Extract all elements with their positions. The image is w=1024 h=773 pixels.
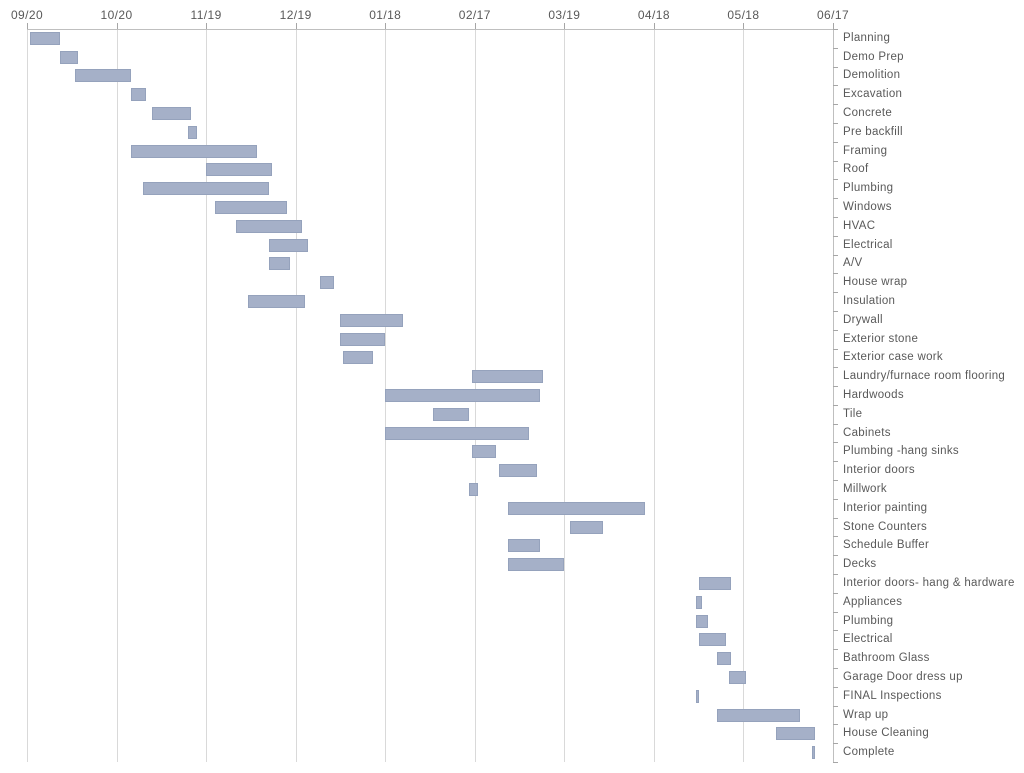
category-axis-tick — [833, 255, 838, 256]
gantt-bar — [248, 295, 305, 308]
gantt-bar — [469, 483, 478, 496]
category-axis-tick — [833, 330, 838, 331]
category-axis-tick — [833, 123, 838, 124]
task-label: Exterior stone — [843, 332, 919, 345]
category-axis-tick — [833, 536, 838, 537]
gantt-bar — [269, 257, 290, 270]
category-axis-tick — [833, 142, 838, 143]
category-axis-tick — [833, 67, 838, 68]
category-axis-tick — [833, 630, 838, 631]
gantt-bar — [570, 521, 603, 534]
task-label: Demolition — [843, 69, 901, 82]
task-label: Cabinets — [843, 426, 891, 439]
gantt-bar — [385, 427, 528, 440]
category-axis-tick — [833, 104, 838, 105]
task-label: Wrap up — [843, 708, 889, 721]
category-axis-tick — [833, 85, 838, 86]
task-label: Interior painting — [843, 501, 928, 514]
task-label: A/V — [843, 257, 863, 270]
task-label: Demo Prep — [843, 50, 904, 63]
gridline — [654, 29, 655, 762]
category-axis-tick — [833, 217, 838, 218]
gantt-bar — [717, 709, 801, 722]
category-axis-tick — [833, 499, 838, 500]
task-label: Planning — [843, 31, 891, 44]
category-axis-tick — [833, 273, 838, 274]
category-axis-tick — [833, 161, 838, 162]
category-axis-tick — [833, 743, 838, 744]
category-axis-tick — [833, 179, 838, 180]
category-axis-tick — [833, 424, 838, 425]
task-label: Plumbing -hang sinks — [843, 445, 959, 458]
category-axis-tick — [833, 555, 838, 556]
gantt-bar — [729, 671, 747, 684]
category-axis-tick — [833, 29, 838, 30]
category-axis-tick — [833, 593, 838, 594]
category-axis-tick — [833, 687, 838, 688]
x-axis-tick-label: 01/18 — [369, 8, 402, 22]
task-label: Framing — [843, 144, 888, 157]
gridline — [206, 29, 207, 762]
gantt-bar — [472, 370, 544, 383]
task-label: Bathroom Glass — [843, 652, 930, 665]
x-axis-tick-label: 02/17 — [458, 8, 491, 22]
gantt-bar — [508, 502, 645, 515]
task-label: Excavation — [843, 88, 903, 101]
task-label: Pre backfill — [843, 125, 903, 138]
x-axis-tick-label: 03/19 — [548, 8, 581, 22]
gantt-bar — [320, 276, 335, 289]
gantt-bar — [812, 746, 815, 759]
task-label: Drywall — [843, 313, 883, 326]
task-label: Complete — [843, 746, 895, 759]
task-label: Electrical — [843, 238, 893, 251]
category-axis-tick — [833, 518, 838, 519]
gantt-bar — [131, 145, 256, 158]
x-axis-line — [27, 29, 834, 30]
gantt-bar — [75, 69, 132, 82]
gantt-bar — [343, 351, 373, 364]
task-label: FINAL Inspections — [843, 689, 942, 702]
task-label: Plumbing — [843, 182, 894, 195]
gantt-bar — [215, 201, 287, 214]
category-axis-tick — [833, 349, 838, 350]
task-label: Stone Counters — [843, 520, 928, 533]
x-axis-tick-label: 06/17 — [816, 8, 850, 22]
category-axis-tick — [833, 442, 838, 443]
category-axis-tick — [833, 367, 838, 368]
category-axis-tick — [833, 48, 838, 49]
category-axis-tick — [833, 762, 838, 763]
category-axis-tick — [833, 311, 838, 312]
category-axis-line — [833, 29, 834, 762]
task-label: Garage Door dress up — [843, 670, 963, 683]
gantt-bar — [340, 314, 403, 327]
task-label: HVAC — [843, 219, 876, 232]
task-label: Insulation — [843, 295, 896, 308]
category-axis-tick — [833, 386, 838, 387]
gantt-bar — [60, 51, 78, 64]
gantt-bar — [236, 220, 302, 233]
gridline — [27, 29, 28, 762]
task-label: House Cleaning — [843, 727, 930, 740]
gantt-bar — [699, 633, 726, 646]
category-axis-tick — [833, 292, 838, 293]
task-label: House wrap — [843, 276, 908, 289]
task-label: Laundry/furnace room flooring — [843, 370, 1006, 383]
task-label: Tile — [843, 407, 863, 420]
gantt-bar — [696, 690, 699, 703]
x-axis-tick-label: 09/20 — [10, 8, 44, 22]
gantt-bar — [433, 408, 469, 421]
task-label: Roof — [843, 163, 869, 176]
gantt-bar — [508, 539, 541, 552]
gridline — [743, 29, 744, 762]
category-axis-tick — [833, 480, 838, 481]
task-label: Interior doors- hang & hardware — [843, 576, 1015, 589]
gantt-bar — [696, 596, 702, 609]
gantt-bar — [499, 464, 538, 477]
task-label: Windows — [843, 201, 892, 214]
gantt-bar — [188, 126, 197, 139]
category-axis-tick — [833, 706, 838, 707]
gantt-bar — [385, 389, 540, 402]
x-axis-tick-label: 05/18 — [727, 8, 760, 22]
task-label: Schedule Buffer — [843, 539, 930, 552]
category-axis-tick — [833, 574, 838, 575]
category-axis-tick — [833, 198, 838, 199]
category-axis-tick — [833, 461, 838, 462]
gridline — [117, 29, 118, 762]
task-label: Electrical — [843, 633, 893, 646]
category-axis-tick — [833, 649, 838, 650]
gantt-bar — [131, 88, 146, 101]
x-axis-tick-label: 12/19 — [279, 8, 312, 22]
gantt-bar — [152, 107, 191, 120]
task-label: Appliances — [843, 595, 903, 608]
gantt-bar — [269, 239, 308, 252]
task-label: Concrete — [843, 107, 893, 120]
gantt-bar — [696, 615, 708, 628]
x-axis-tick-label: 11/19 — [190, 8, 222, 22]
gridline — [296, 29, 297, 762]
task-label: Decks — [843, 558, 877, 571]
task-label: Interior doors — [843, 464, 915, 477]
x-axis-tick-label: 04/18 — [637, 8, 670, 22]
gantt-bar — [776, 727, 815, 740]
category-axis-tick — [833, 724, 838, 725]
task-label: Plumbing — [843, 614, 894, 627]
category-axis-tick — [833, 668, 838, 669]
category-axis-tick — [833, 612, 838, 613]
gantt-bar — [143, 182, 268, 195]
gantt-bar — [206, 163, 272, 176]
x-axis-tick-label: 10/20 — [100, 8, 133, 22]
gantt-bar — [717, 652, 732, 665]
gantt-bar — [340, 333, 385, 346]
task-label: Hardwoods — [843, 389, 904, 401]
gridline — [564, 29, 565, 762]
task-label: Millwork — [843, 482, 887, 495]
gantt-bar — [472, 445, 496, 458]
category-axis-tick — [833, 236, 838, 237]
gantt-bar — [30, 32, 60, 45]
gantt-bar — [699, 577, 732, 590]
category-axis-tick — [833, 405, 838, 406]
gantt-bar — [508, 558, 565, 571]
task-label: Exterior case work — [843, 351, 943, 364]
